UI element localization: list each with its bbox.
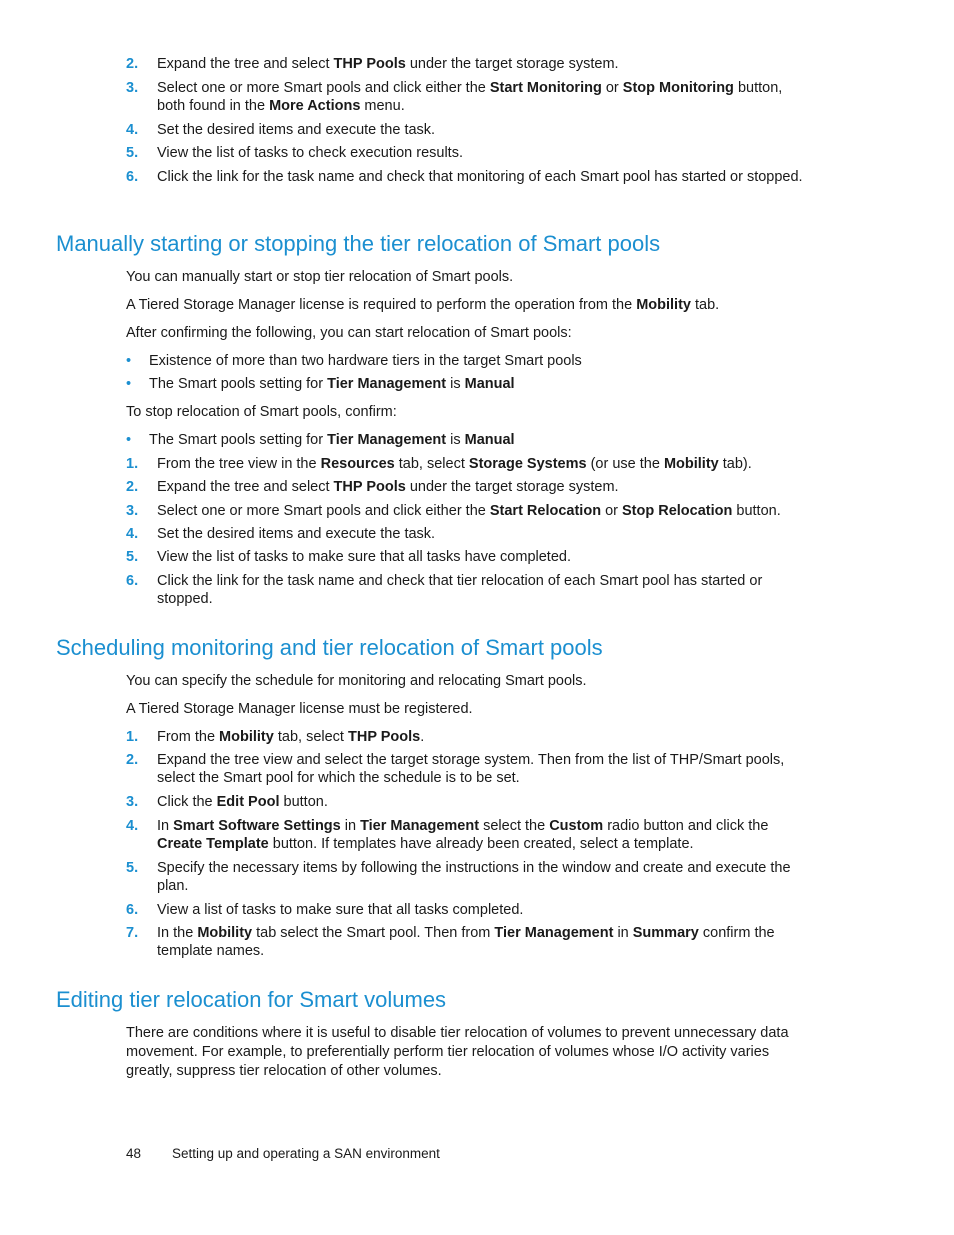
bold-term: Mobility	[219, 729, 274, 745]
step-text: Click the Edit Pool button.	[157, 794, 328, 810]
step-number: 1.	[126, 729, 139, 745]
page-footer	[126, 1145, 440, 1163]
list-item	[126, 793, 806, 811]
list-item	[126, 817, 806, 853]
step-number: 3.	[126, 80, 139, 96]
list-item	[126, 728, 806, 746]
step-text: Select one or more Smart pools and click either the Start Monitoring or Stop Monitoring button, both found in the More Actions menu.	[157, 80, 783, 114]
step-number: 5.	[126, 860, 139, 876]
step-number: 4.	[126, 122, 139, 138]
step-number: 7.	[126, 925, 139, 941]
bold-term: Start Monitoring	[489, 80, 602, 96]
list-item	[126, 859, 806, 895]
step-text: Specify the necessary items by following the instructions in the window and create and execute the plan.	[157, 860, 791, 894]
bold-term: Tier Management	[494, 925, 614, 941]
bold-term: Stop Monitoring	[622, 80, 734, 96]
step-text: From the Mobility tab, select THP Pools.	[157, 729, 425, 745]
step-number: 1.	[126, 456, 139, 472]
paragraph: A Tiered Storage Manager license must be registered.	[126, 701, 473, 717]
list-item	[126, 548, 806, 566]
paragraph: After confirming the following, you can start relocation of Smart pools:	[126, 325, 572, 341]
list-item	[126, 572, 806, 608]
step-text: Expand the tree view and select the target storage system. Then from the list of THP/Smart pools, select the Smart pool for which the schedule is to be set.	[157, 752, 785, 786]
list-item	[126, 924, 806, 960]
step-number: 2.	[126, 752, 139, 768]
paragraph: To stop relocation of Smart pools, confirm:	[126, 404, 397, 420]
section-heading: Editing tier relocation for Smart volumes	[56, 987, 447, 1012]
step-number: 3.	[126, 503, 139, 519]
list-item	[126, 751, 806, 787]
bold-term: Tier Management	[360, 818, 480, 834]
step-number: 6.	[126, 573, 139, 589]
bullet-item	[126, 352, 806, 370]
bold-term: Resources	[320, 456, 395, 472]
page-number: 48	[126, 1146, 142, 1161]
bold-term: Stop Relocation	[622, 503, 733, 519]
step-text: In the Mobility tab select the Smart pool. Then from Tier Management in Summary confirm the template names.	[157, 925, 775, 959]
list-item	[126, 478, 806, 496]
list-item	[126, 121, 806, 139]
list-item	[126, 901, 806, 919]
step-text: Set the desired items and execute the task.	[157, 122, 436, 138]
step-text: Set the desired items and execute the task.	[157, 526, 436, 542]
step-text: Expand the tree and select THP Pools under the target storage system.	[157, 56, 619, 72]
step-text: Click the link for the task name and check that monitoring of each Smart pool has started or stopped.	[157, 169, 803, 185]
bold-term: THP Pools	[333, 56, 406, 72]
step-text: View the list of tasks to make sure that all tasks have completed.	[157, 549, 571, 565]
bullet-item	[126, 431, 806, 449]
list-item	[126, 168, 806, 186]
bullet-icon: •	[126, 353, 132, 369]
section-heading: Scheduling monitoring and tier relocation of Smart pools	[56, 635, 603, 660]
step-number: 2.	[126, 479, 139, 495]
bold-term: Custom	[549, 818, 604, 834]
list-item	[126, 455, 806, 473]
bullet-text: Existence of more than two hardware tiers in the target Smart pools	[149, 353, 582, 369]
paragraph: You can manually start or stop tier relocation of Smart pools.	[126, 269, 514, 285]
bullet-text: The Smart pools setting for Tier Management is Manual	[149, 432, 515, 448]
step-text: Expand the tree and select THP Pools under the target storage system.	[157, 479, 619, 495]
bold-term: Start Relocation	[489, 503, 602, 519]
bold-term: Summary	[632, 925, 699, 941]
paragraph: A Tiered Storage Manager license is required to perform the operation from the Mobility tab.	[126, 297, 720, 313]
step-text: In Smart Software Settings in Tier Management select the Custom radio button and click the Create Template button. If templates have already been created, select a template.	[157, 818, 769, 852]
step-text: Click the link for the task name and check that tier relocation of each Smart pool has started or stopped.	[157, 573, 763, 607]
bold-term: THP Pools	[333, 479, 406, 495]
bold-term: THP Pools	[347, 729, 421, 745]
step-text: From the tree view in the Resources tab, select Storage Systems (or use the Mobility tab).	[157, 456, 752, 472]
step-number: 5.	[126, 549, 139, 565]
paragraph: You can specify the schedule for monitoring and relocating Smart pools.	[126, 673, 587, 689]
bullet-text: The Smart pools setting for Tier Management is Manual	[149, 376, 515, 392]
list-item	[126, 79, 806, 115]
section-heading: Manually starting or stopping the tier relocation of Smart pools	[56, 231, 661, 256]
bold-term: Tier Management	[327, 376, 447, 392]
bold-term: Manual	[464, 432, 515, 448]
bold-term: Mobility	[197, 925, 253, 941]
list-item	[126, 502, 806, 520]
step-text: View the list of tasks to check execution results.	[157, 145, 463, 161]
bold-term: More Actions	[269, 98, 361, 114]
step-number: 4.	[126, 818, 139, 834]
list-item	[126, 525, 806, 543]
bullet-item	[126, 375, 806, 393]
bold-term: Manual	[464, 376, 515, 392]
bold-term: Storage Systems	[468, 456, 587, 472]
bold-term: Tier Management	[327, 432, 447, 448]
step-number: 6.	[126, 169, 139, 185]
bullet-icon: •	[126, 376, 132, 392]
footer-title: Setting up and operating a SAN environment	[172, 1146, 440, 1161]
step-text: Select one or more Smart pools and click either the Start Relocation or Stop Relocation button.	[157, 503, 781, 519]
bold-term: Edit Pool	[216, 794, 280, 810]
list-item	[126, 55, 806, 73]
list-item	[126, 144, 806, 162]
paragraph: There are conditions where it is useful to disable tier relocation of volumes to prevent unnecessary data movement. For example, to preferentially perform tier relocation of volumes whose I/O activity varies greatly, suppress tier relocation of other volumes.	[126, 1025, 789, 1079]
step-text: View a list of tasks to make sure that all tasks completed.	[157, 902, 524, 918]
bullet-icon: •	[126, 432, 132, 448]
bold-term: Mobility	[663, 456, 719, 472]
bold-term: Smart Software Settings	[173, 818, 341, 834]
step-number: 4.	[126, 526, 139, 542]
step-number: 6.	[126, 902, 139, 918]
bold-term: Create Template	[157, 836, 269, 852]
step-number: 2.	[126, 56, 139, 72]
bold-term: Mobility	[636, 297, 691, 313]
step-number: 5.	[126, 145, 139, 161]
step-number: 3.	[126, 794, 139, 810]
